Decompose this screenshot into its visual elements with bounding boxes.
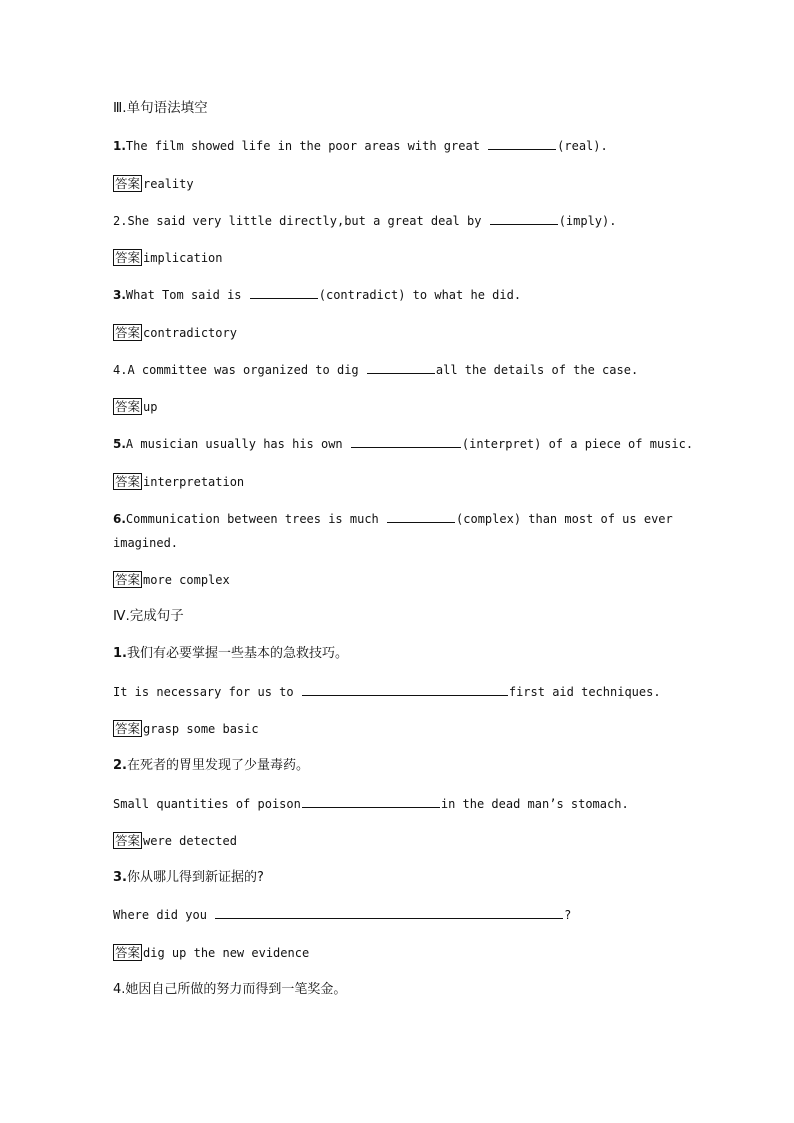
answer-label: 答案 [115, 325, 141, 340]
answer-line [113, 473, 674, 490]
sentence-3 [113, 907, 674, 923]
question-text: What Tom said is [125, 288, 249, 302]
answer-label: 答案 [115, 721, 141, 736]
question-number: 2. [113, 758, 127, 773]
answer-text: reality [143, 177, 194, 191]
answer-text: were detected [143, 834, 237, 848]
answer-text: interpretation [143, 475, 245, 489]
question-6-continued: imagined. [113, 536, 179, 550]
question-text: (real). [557, 139, 608, 153]
answer-line [113, 720, 674, 737]
question-text: It is necessary for us to [113, 685, 301, 699]
answer-blank [490, 213, 558, 225]
question-text: Small quantities of poison [113, 797, 301, 811]
sentence-2-prompt [113, 758, 674, 774]
answer-label: 答案 [115, 833, 141, 848]
answer-text: grasp some basic [143, 722, 259, 736]
answer-line [113, 249, 674, 266]
question-1 [113, 138, 674, 154]
answer-label: 答案 [115, 250, 141, 265]
answer-text: dig up the new evidence [143, 946, 310, 960]
answer-text: implication [143, 251, 223, 265]
question-text: (complex) than most of us ever [456, 512, 673, 526]
question-5 [113, 436, 694, 452]
answer-label: 答案 [115, 945, 141, 960]
answer-blank [215, 907, 563, 919]
question-text: in the dead man’s stomach. [440, 797, 629, 811]
answer-label: 答案 [115, 176, 141, 191]
answer-blank [387, 511, 455, 523]
section-title: Ⅲ.单句语法填空 [113, 100, 208, 116]
question-number: 1. [113, 646, 127, 661]
section-title: Ⅳ.完成句子 [113, 608, 184, 624]
answer-line [113, 398, 674, 415]
question-number: 4. [113, 363, 128, 377]
answer-blank [367, 362, 435, 374]
question-text: A committee was organized to dig [127, 363, 366, 377]
question-text: She said very little directly,but a great deal by [127, 214, 489, 228]
answer-line [113, 944, 674, 961]
answer-blank [302, 796, 440, 808]
answer-blank [351, 436, 461, 448]
sentence-1 [113, 684, 674, 700]
question-text: all the details of the case. [435, 363, 639, 377]
question-number: 3. [113, 288, 126, 302]
answer-text: more complex [143, 573, 230, 587]
question-4 [113, 362, 674, 378]
sentence-2 [113, 796, 674, 812]
answer-line [113, 832, 674, 849]
answer-label: 答案 [115, 474, 141, 489]
answer-blank [488, 138, 556, 150]
question-number: 6. [113, 512, 126, 526]
answer-blank [302, 684, 508, 696]
question-2 [113, 213, 674, 229]
question-text: first aid techniques. [508, 685, 661, 699]
answer-label: 答案 [115, 572, 141, 587]
sentence-4-prompt [113, 982, 674, 998]
chinese-prompt: 在死者的胃里发现了少量毒药。 [126, 758, 309, 773]
chinese-prompt: 我们有必要掌握一些基本的急救技巧。 [126, 646, 348, 661]
sentence-3-prompt [113, 870, 674, 886]
question-text: ? [564, 908, 572, 922]
chinese-prompt: 你从哪儿得到新证据的? [126, 870, 264, 885]
question-text: The film showed life in the poor areas with great [125, 139, 488, 153]
question-text: Communication between trees is much [125, 512, 387, 526]
answer-label: 答案 [115, 399, 141, 414]
question-number: 4. [113, 982, 126, 997]
question-3 [113, 287, 674, 303]
answer-blank [250, 287, 318, 299]
question-text: (contradict) to what he did. [318, 288, 522, 302]
question-number: 1. [113, 139, 126, 153]
question-text: (imply). [558, 214, 617, 228]
chinese-prompt: 她因自己所做的努力而得到一笔奖金。 [125, 982, 347, 997]
sentence-1-prompt [113, 646, 674, 662]
answer-line [113, 175, 674, 192]
answer-line [113, 324, 674, 341]
answer-text: up [143, 400, 158, 414]
answer-line [113, 571, 674, 588]
answer-text: contradictory [143, 326, 237, 340]
question-number: 5. [113, 437, 126, 451]
question-text: (interpret) of a piece of music. [461, 437, 694, 451]
question-text: A musician usually has his own [125, 437, 350, 451]
question-number: 2. [113, 214, 128, 228]
question-6 [113, 511, 674, 527]
question-text: Where did you [113, 908, 215, 922]
question-number: 3. [113, 870, 127, 885]
